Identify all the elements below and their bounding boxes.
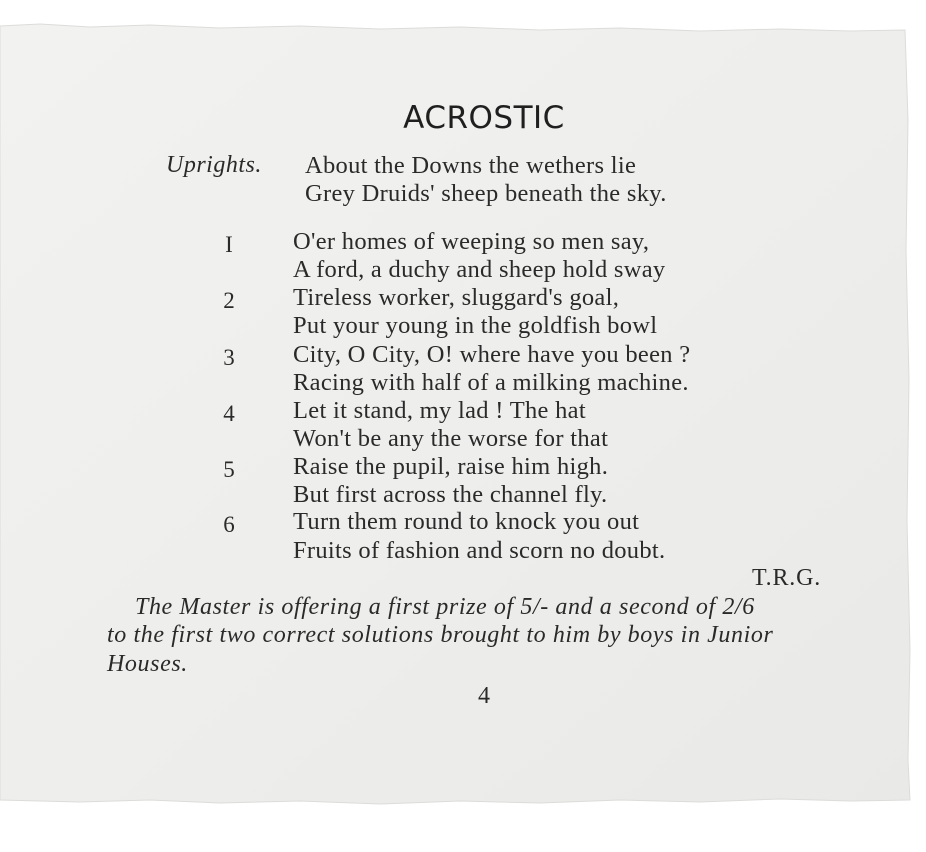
page-number: 4 bbox=[478, 683, 490, 709]
prize-note-line: Houses. bbox=[107, 651, 188, 677]
prize-note-line: The Master is offering a first prize of 5/- and a second of 2/6 bbox=[135, 594, 755, 620]
clue-number: 5 bbox=[223, 457, 235, 482]
clue-number: I bbox=[225, 232, 233, 257]
clue-line: But first across the channel fly. bbox=[293, 481, 608, 508]
clue-line: Turn them round to knock you out bbox=[293, 508, 640, 535]
clue-number: 6 bbox=[223, 512, 235, 537]
clue-line: City, O City, O! where have you been ? bbox=[293, 341, 691, 368]
clue-line: Let it stand, my lad ! The hat bbox=[293, 397, 586, 424]
uprights-line: Grey Druids' sheep beneath the sky. bbox=[305, 180, 667, 207]
document-title: ACROSTIC bbox=[403, 100, 565, 136]
uprights-label: Uprights. bbox=[166, 152, 262, 178]
clue-line: A ford, a duchy and sheep hold sway bbox=[293, 256, 666, 283]
prize-note-line: to the first two correct solutions brought to him by boys in Junior bbox=[107, 622, 774, 648]
clue-line: Racing with half of a milking machine. bbox=[293, 369, 689, 396]
uprights-line: About the Downs the wethers lie bbox=[305, 152, 637, 179]
clue-line: Put your young in the goldfish bowl bbox=[293, 312, 658, 339]
clue-line: O'er homes of weeping so men say, bbox=[293, 228, 650, 255]
clue-number: 3 bbox=[223, 345, 235, 370]
clue-number: 4 bbox=[223, 401, 235, 426]
clue-line: Won't be any the worse for that bbox=[293, 425, 609, 452]
clue-line: Tireless worker, sluggard's goal, bbox=[293, 284, 620, 311]
clue-number: 2 bbox=[223, 288, 235, 313]
author-signature: T.R.G. bbox=[752, 565, 822, 591]
clue-line: Fruits of fashion and scorn no doubt. bbox=[293, 537, 666, 564]
clue-line: Raise the pupil, raise him high. bbox=[293, 453, 609, 480]
